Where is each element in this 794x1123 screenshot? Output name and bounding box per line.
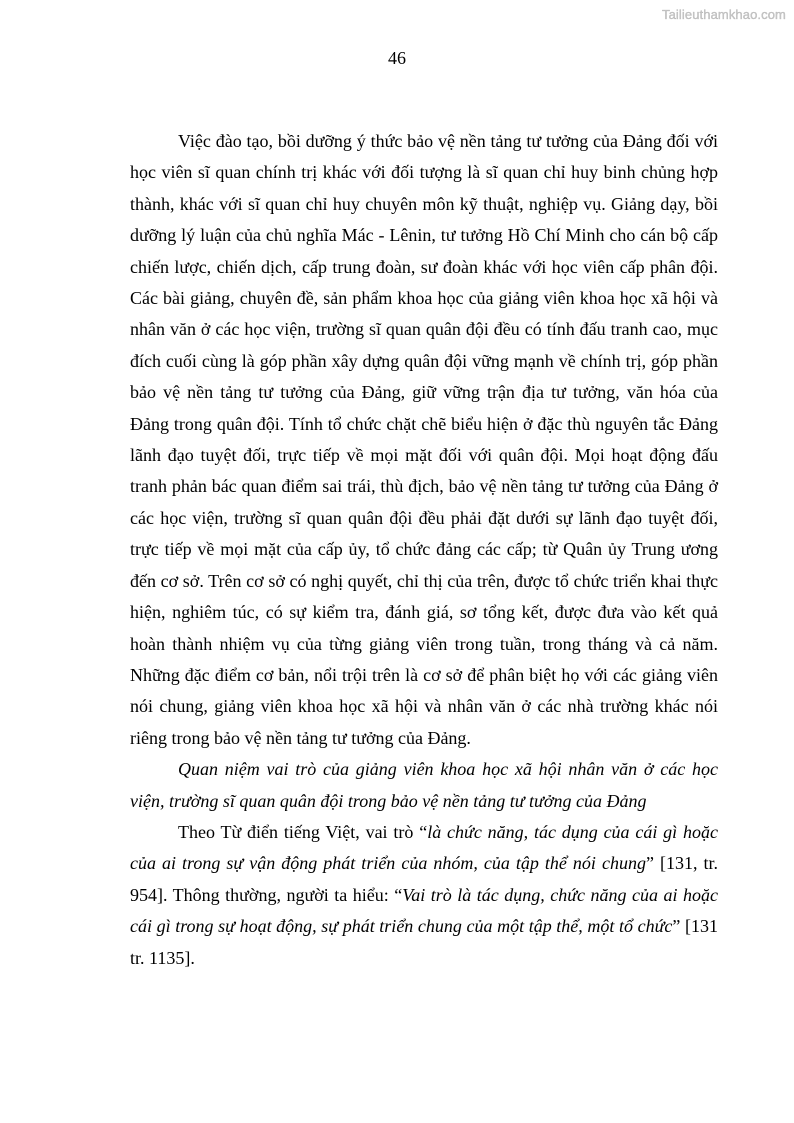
paragraph-with-quotes [130, 817, 718, 974]
quote-tail: ” [131 tr. 1135]. [130, 916, 718, 968]
quote-lead: Theo Từ điển tiếng Việt, vai trò “ [178, 821, 428, 842]
quote-mid: ” [131, tr. 954]. Thông thường, người ta hiểu: “ [130, 853, 718, 905]
document-body [130, 126, 718, 974]
page-number: 46 [388, 48, 406, 68]
watermark: Tailieuthamkhao.com [661, 7, 786, 22]
paragraph: Việc đào tạo, bồi dưỡng ý thức bảo vệ nền tảng tư tưởng của Đảng đối với học viên sĩ quan chính trị khác với đối tượng là sĩ quan chỉ huy binh chủng hợp thành, khác với sĩ quan chỉ huy chuyên môn kỹ thuật, nghiệp vụ. Giảng dạy, bồi dưỡng lý luận của chủ nghĩa Mác - Lênin, tư tưởng Hồ Chí Minh cho cán bộ cấp chiến lược, chiến dịch, cấp trung đoàn, sư đoàn khác với học viên cấp phân đội. Các bài giảng, chuyên đề, sản phẩm khoa học của giảng viên khoa học xã hội và nhân văn ở các học viện, trường sĩ quan quân đội đều có tính đấu tranh cao, mục đích cuối cùng là góp phần xây dựng quân đội vững mạnh về chính trị, góp phần bảo vệ nền tảng tư tưởng của Đảng, giữ vững trận địa tư tưởng, văn hóa của Đảng trong quân đội. Tính tổ chức chặt chẽ biểu hiện ở đặc thù nguyên tắc Đảng lãnh đạo tuyệt đối, trực tiếp về mọi mặt đối với quân đội. Mọi hoạt động đấu tranh phản bác quan điểm sai trái, thù địch, bảo vệ nền tảng tư tưởng của Đảng ở các học viện, trường sĩ quan quân đội đều phải đặt dưới sự lãnh đạo tuyệt đối, trực tiếp về mọi mặt của cấp ủy, tổ chức đảng các cấp; từ Quân ủy Trung ương đến cơ sở. Trên cơ sở có nghị quyết, chỉ thị của trên, được tổ chức triển khai thực hiện, nghiêm túc, có sự kiểm tra, đánh giá, sơ tổng kết, được đưa vào kết quả hoàn thành nhiệm vụ của từng giảng viên trong tuần, trong tháng và cả năm. Những đặc điểm cơ bản, nổi trội trên là cơ sở để phân biệt họ với các giảng viên nói chung, giảng viên khoa học xã hội và nhân văn ở các nhà trường khác nói riêng trong bảo vệ nền tảng tư tưởng của Đảng. [130, 131, 718, 748]
section-heading: Quan niệm vai trò của giảng viên khoa học xã hội nhân văn ở các học viện, trường sĩ quan quân đội trong bảo vệ nền tảng tư tưởng của Đảng [130, 759, 718, 811]
quote-definition-1: là chức năng, tác dụng của cái gì hoặc của ai trong sự vận động phát triển của nhóm, của tập thể nói chung [130, 821, 718, 874]
quote-definition-2: Vai trò là tác dụng, chức năng của ai hoặc cái gì trong sự hoạt động, sự phát triển chung của một tập thể, một tổ chức [130, 884, 718, 937]
